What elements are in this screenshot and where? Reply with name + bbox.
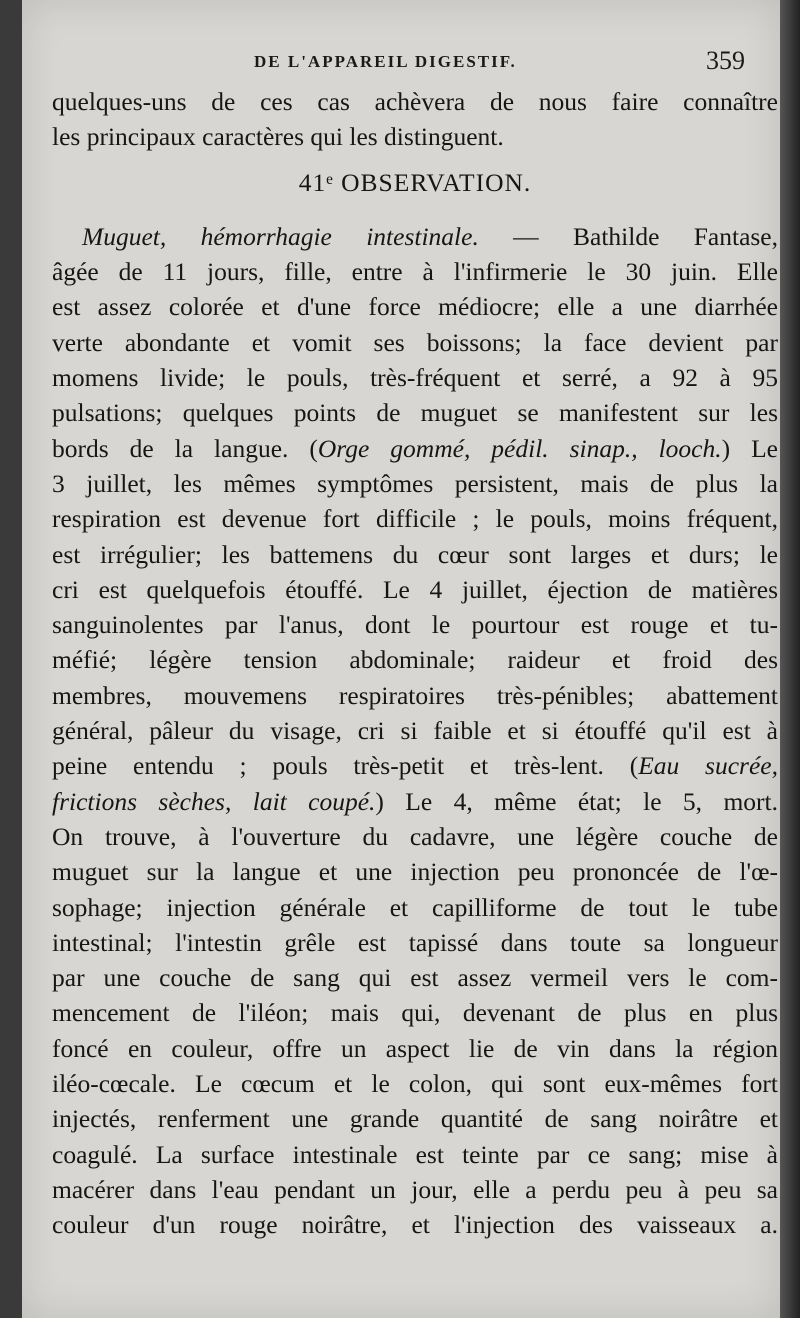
text-line: On trouve, à l'ouverture du cadavre, une légère couche de [52, 821, 778, 851]
prescription: frictions sèches, lait coupé. [52, 786, 376, 816]
text-line: injectés, renferment une grande quantité de sang noirâtre et [52, 1104, 778, 1134]
text-line: intestinal; l'intestin grêle est tapissé dans toute sa longueur [52, 927, 778, 957]
text-segment: — Bathilde Fantase, [478, 221, 778, 251]
text-line: couleur d'un rouge noirâtre, et l'injection des vaisseaux a. [52, 1210, 778, 1240]
text-line: cri est quelquefois étouffé. Le 4 juillet, éjection de matières [52, 574, 778, 604]
text-line: verte abondante et vomit ses boissons; la face devient par [52, 327, 778, 357]
text-line: quelques-uns de ces cas achèvera de nous faire connaître [52, 87, 778, 116]
text-segment: ) Le 4, même état; le 5, mort. [375, 786, 778, 816]
text-line [52, 431, 778, 466]
page-number: 359 [706, 46, 745, 75]
text-line: sanguinolentes par l'anus, dont le pourtour est rouge et tu- [52, 610, 778, 640]
observation-heading: 41ᵉ OBSERVATION. [298, 167, 532, 197]
text-line: les principaux caractères qui les distinguent. [52, 122, 504, 152]
text-line: coagulé. La surface intestinale est teinte par ce sang; mise à [52, 1139, 778, 1169]
text-line: mencement de l'iléon; mais qui, devenant de plus en plus [52, 998, 778, 1028]
text-line: sophage; injection générale et capilliforme de tout le tube [52, 892, 778, 922]
text-line: respiration est devenue fort difficile ; le pouls, moins fréquent, [52, 504, 778, 534]
text-segment: peine entendu ; pouls très-petit et très-lent. ( [52, 751, 639, 781]
prescription: Orge gommé, pédil. sinap., looch. [317, 433, 722, 463]
text-line [52, 748, 778, 783]
text-line: est irrégulier; les battemens du cœur sont larges et durs; le [52, 539, 778, 569]
text-line: momens livide; le pouls, très-fréquent et serré, a 92 à 95 [52, 363, 778, 393]
text-line: 3 juillet, les mêmes symptômes persistent, mais de plus la [52, 468, 778, 498]
text-line [52, 219, 778, 254]
prescription: Eau sucrée, [638, 751, 778, 781]
text-line: muguet sur la langue et une injection peu prononcée de l'œ- [52, 857, 778, 887]
text-segment: ) Le [721, 433, 778, 463]
text-line: par une couche de sang qui est assez vermeil vers le com- [52, 963, 778, 993]
text-line: méfié; légère tension abdominale; raideur et froid des [52, 645, 778, 675]
page-text [52, 84, 778, 1243]
text-line: foncé en couleur, offre un aspect lie de vin dans la région [52, 1033, 778, 1063]
text-line: macérer dans l'eau pendant un jour, elle a perdu peu à peu sa [52, 1174, 778, 1204]
text-segment: bords de la langue. ( [52, 433, 318, 463]
text-line: pulsations; quelques points de muguet se manifestent sur les [52, 398, 778, 428]
text-line: membres, mouvemens respiratoires très-pénibles; abattement [52, 680, 778, 710]
page-header [22, 46, 780, 76]
text-line: âgée de 11 jours, fille, entre à l'infirmerie le 30 juin. Elle [52, 257, 778, 287]
text-line: iléo-cœcale. Le cœcum et le colon, qui sont eux-mêmes fort [52, 1069, 778, 1099]
page-edge-shadow [780, 0, 800, 1318]
running-title: DE L'APPAREIL DIGESTIF. [254, 52, 517, 71]
case-title: Muguet, hémorrhagie intestinale. [82, 221, 479, 251]
text-line: est assez colorée et d'une force médiocre; elle a une diarrhée [52, 292, 778, 322]
text-line: général, pâleur du visage, cri si faible et si étouffé qu'il est à [52, 716, 778, 746]
text-line [52, 784, 778, 819]
book-page [22, 0, 780, 1318]
